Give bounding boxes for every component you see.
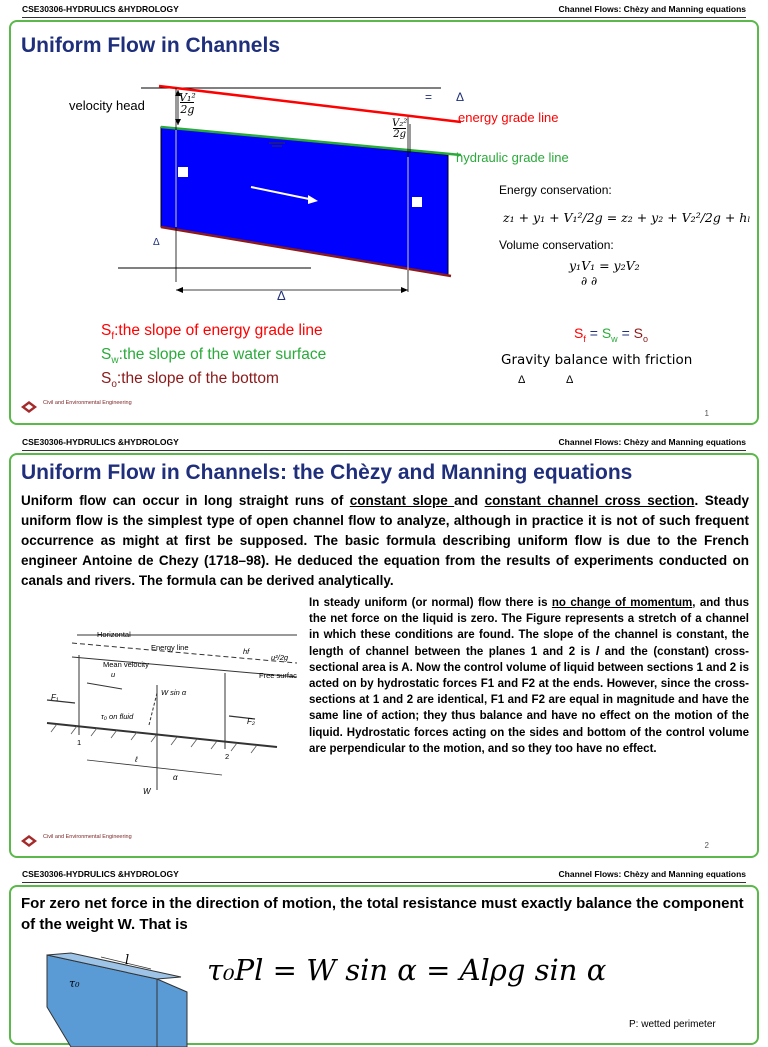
course-code: CSE30306-HYDRULICS &HYDROLOGY: [22, 869, 179, 879]
fig-f2: F₂: [247, 717, 255, 726]
partial-marks: ∂ ∂: [581, 274, 598, 288]
so-definition: $S_o:the$ slope of the bottom: [101, 370, 279, 391]
velocity-arrow: [87, 683, 122, 689]
volume-equation: y₁V₁ = y₂V₂: [569, 258, 640, 273]
logo-icon: [19, 399, 39, 415]
page-number: 2: [704, 841, 709, 850]
fig-alpha: α: [173, 773, 178, 782]
channel-diagram: [11, 22, 757, 322]
slope-equality: $S_f = S_w = S_o$: [574, 325, 648, 344]
energy-grade-line-label: energy grade line: [458, 110, 559, 125]
volume-conservation-label: Volume conservation:: [499, 238, 614, 252]
delta-symbol: Δ: [456, 90, 465, 104]
fig-f1: F₁: [51, 693, 59, 702]
intro-paragraph: Uniform flow can occur in long straight runs of constant slope and constant channel cross section. Steady uniform flow is the simplest type of open channel flow to analyze, although in practice it is not of such frequent occurrence as might at first be supposed. The basic formula describing uniform flow is due to the French engineer Antoine de Chezy (1718–98). He deduced the equation from the results of experiments conducted on canals and rivers. The formula can be derived analytically.: [21, 493, 749, 588]
header-topic: Channel Flows: Chèzy and Manning equations: [558, 869, 746, 879]
page-header: [22, 868, 746, 883]
velocity-head-label: velocity head: [69, 98, 145, 113]
fig-u2-2g: u²/2g: [271, 653, 289, 662]
department-logo: Civil and Environmental Engineering: [19, 399, 39, 420]
force-balance-equation: τ₀Pl = W sin α = Alρg sin α: [207, 953, 607, 987]
gravity-delta-1: Δ: [518, 374, 526, 386]
hydraulic-grade-line-label: hydraulic grade line: [456, 150, 569, 165]
v2-fraction: V₂² 2g: [392, 118, 408, 140]
department-logo: Civil and Environmental Engineering: [19, 833, 39, 854]
slide-3: [9, 885, 759, 1045]
fig-ell: ℓ: [135, 755, 138, 764]
page-number: 1: [704, 409, 709, 418]
slide-3-text: For zero net force in the direction of motion, the total resistance must exactly balance the component of the weight W. That is: [21, 895, 744, 933]
fig-tau: τ₀ on fluid: [101, 712, 134, 721]
channel-bed: [47, 723, 277, 747]
energy-equation: z₁ + y₁ + V₁²/2g = z₂ + y₂ + V₂²/2g + hₗ: [503, 210, 751, 225]
slide-title: Uniform Flow in Channels: the Chèzy and Manning equations: [21, 461, 633, 484]
page-header: [22, 3, 746, 18]
course-code: CSE30306-HYDRULICS &HYDROLOGY: [22, 4, 179, 14]
momentum-paragraph: In steady uniform (or normal) flow there is no change of momentum, and thus the net force on the liquid is zero. The Figure represents a stretch of a channel in which these conditions are found. The slope of the channel is constant, the length of channel between the planes 1 and 2 is l and the (constant) cross-sectional area is A. Now the control volume of liquid between sections 1 and 2 is acted on by hydrostatic forces F1 and F2 at the ends. However, since the cross-sections at 1 and 2 are identical, F1 and F2 are equal in magnitude and have the same line of action; they thus balance and have no effect on the motion of the liquid. Hydrostatic forces acting on the sides and bottom of the control volume are perpendicular to the motion, and so they too have no effect.: [309, 597, 749, 755]
fig-w-sin: W sin α: [161, 688, 187, 697]
header-topic: Channel Flows: Chèzy and Manning equations: [558, 437, 746, 447]
length-arrow: [87, 760, 222, 775]
fig-u: u: [111, 670, 116, 679]
v1-fraction: V₁² 2g: [179, 91, 196, 116]
sw-definition: $S_w:the$ slope of the water surface: [101, 346, 327, 367]
marker-1: [178, 167, 188, 177]
course-code: CSE30306-HYDRULICS &HYDROLOGY: [22, 437, 179, 447]
fig-hf: hf: [243, 647, 250, 656]
slide-1: [9, 20, 759, 425]
energy-grade-line: [159, 86, 461, 122]
slide-2: [9, 453, 759, 858]
segment-length-label: l: [125, 953, 130, 968]
channel-segment-figure: [41, 947, 191, 1047]
equals-symbol: =: [425, 90, 433, 104]
page-header: [22, 436, 746, 451]
fig-free-surface: Free surfac: [259, 671, 297, 680]
sf-definition: $S_f:the$ slope of energy grade line: [101, 322, 323, 343]
gravity-balance: Gravity balance with friction: [501, 352, 693, 368]
header-topic: Channel Flows: Chèzy and Manning equations: [558, 4, 746, 14]
tau-label: τ₀: [69, 977, 80, 990]
fig-mean-velocity: Mean velocity: [103, 660, 149, 669]
fig-one: 1: [77, 738, 82, 747]
fig-horizontal: Horizontal: [97, 630, 131, 639]
energy-conservation-label: Energy conservation:: [499, 183, 612, 197]
fig-energy-line: Energy line: [151, 643, 189, 652]
logo-icon: [19, 833, 39, 849]
fig-w: W: [143, 787, 151, 796]
wetted-perimeter-note: P: wetted perimeter: [629, 1019, 716, 1030]
delta-left: Δ: [153, 237, 160, 248]
fig-two: 2: [225, 752, 230, 761]
gravity-delta-2: Δ: [566, 374, 574, 386]
delta-length: Δ: [277, 288, 286, 303]
slide-title: Uniform Flow in Channels: [21, 34, 281, 57]
marker-2: [412, 197, 422, 207]
